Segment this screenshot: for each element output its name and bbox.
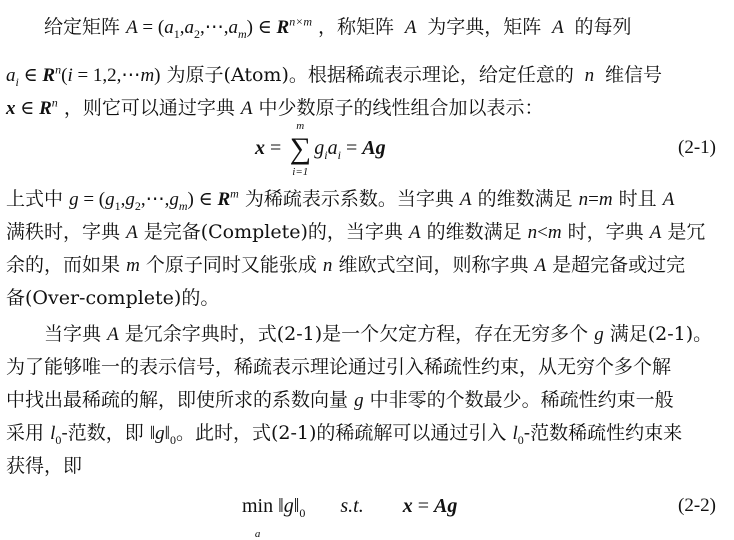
text: 备(Over-complete)的。 (6, 287, 220, 309)
text: 满秩时，字典 (6, 221, 121, 243)
para3-line4: 采用 $l_0-$范数，即 $‖g‖_0$。此时，式(2-1)的稀疏解可以通过引入 $l_0-$范数稀疏性约束来 (6, 422, 683, 447)
math-g: g (354, 390, 364, 411)
text: 的每列 (574, 16, 632, 38)
math-A: A (408, 222, 421, 243)
text: 维欧式空间，则称字典 (338, 254, 529, 276)
math-A: A (547, 17, 569, 38)
math-A: A (126, 222, 138, 243)
math-atom-def: a (6, 65, 16, 86)
text: 中少数原子的线性组合加以表示： (258, 97, 544, 119)
equation-2-1 (0, 120, 734, 179)
para2-line1: 上式中 $g = (g_1,g_2,\cdots,g_m)$ ∈ $R^m$ 为稀疏表示系数。当字典 A 的维数满足 n=m 时且 A (6, 186, 675, 213)
text: 余的，而如果 (6, 254, 121, 276)
para2-line4 (0, 285, 734, 311)
math-A: A (240, 98, 253, 119)
para3-line3 (0, 387, 734, 414)
text: 获得，即 (6, 455, 83, 477)
equation-2-2 (0, 486, 734, 540)
text: 是完备(Complete)的，当字典 (143, 221, 403, 243)
text: 中非零的个数最少。稀疏性约束一般 (369, 389, 674, 411)
text: 时且 (618, 188, 657, 210)
text: 为字典，矩阵 (427, 16, 542, 38)
text: 给定矩阵 (44, 16, 121, 38)
text: 采用 (6, 422, 45, 444)
math-matrix-def: A (126, 17, 138, 38)
math-m: m (126, 255, 140, 276)
math-A: A (459, 189, 472, 210)
math-n: n (579, 65, 599, 86)
para3-line2 (0, 354, 734, 380)
text: ，则它可以通过字典 (63, 97, 235, 119)
math-n: n (322, 255, 333, 276)
text: 上式中 (6, 188, 64, 210)
math-A: A (662, 189, 675, 210)
equation-body: min a $‖g‖_0$ s.t. x = Ag (242, 495, 458, 540)
math-A: A (400, 17, 422, 38)
text: 当字典 (44, 323, 102, 345)
math-signal-def: x (6, 98, 16, 119)
text: 为了能够唯一的表示信号，稀疏表示理论通过引入稀疏性约束，从无穷个多个解 (6, 356, 672, 378)
such-that: s.t. (340, 495, 364, 517)
math-l0: l (50, 423, 56, 444)
text: -范数，即 (61, 422, 144, 444)
text: 为稀疏表示系数。当字典 (244, 188, 454, 210)
text: 是超完备或过完 (552, 254, 686, 276)
math-A: A (107, 324, 119, 345)
equation-body: x = m ∑ i=1 $g_ia_i = Ag$ (255, 120, 386, 179)
text: 时，字典 (567, 221, 644, 243)
text: 维信号 (604, 64, 662, 86)
text: 。此时，式(2-1)的稀疏解可以通过引入 (176, 422, 507, 444)
para2-line3 (0, 252, 734, 279)
text: 是冗 (667, 221, 706, 243)
math-A: A (534, 255, 547, 276)
para3-line5 (0, 453, 734, 479)
text: 的维数满足 (477, 188, 573, 210)
math-n-lt-m: n (527, 222, 538, 243)
text: 个原子同时又能张成 (145, 254, 317, 276)
text: 为原子(Atom)。根据稀疏表示理论，给定任意的 (166, 64, 574, 86)
equation-number: (2-2) (678, 495, 716, 516)
math-l0: l (512, 423, 518, 444)
text: ，称矩阵 (318, 16, 395, 38)
math-coef-def: g (69, 189, 79, 210)
para1-line2: $a_i$ ∈ $R^n(i$ = 1,2,⋯m) 为原子(Atom)。根据稀疏表示理论，给定任意的 n 维信号 (6, 62, 662, 89)
equation-number: (2-1) (678, 137, 716, 158)
math-n-eq-m: n (578, 189, 589, 210)
text: 中找出最稀疏的解，即使所求的系数向量 (6, 389, 349, 411)
para1-line3: x ∈ $R^n$ ，则它可以通过字典 A 中少数原子的线性组合加以表示： (6, 95, 544, 119)
text: 是冗余字典时，式(2-1)是一个欠定方程，存在无穷多个 (124, 323, 589, 345)
para1-line1: 给定矩阵 $A = (a_1,a_2,\cdots,a_m)$ ∈ $R^{n\times m}$ ，称矩阵 A 为字典，矩阵 A 的每列 (44, 14, 632, 41)
text: -范数稀疏性约束来 (523, 422, 683, 444)
math-A: A (649, 222, 662, 243)
math-g: g (594, 324, 604, 345)
math-l0-norm: ‖ (149, 423, 156, 444)
para3-line1 (0, 321, 734, 348)
text: 满足(2-1)。 (609, 323, 713, 345)
text: 的维数满足 (426, 221, 522, 243)
para2-line2: 满秩时，字典 A 是完备(Complete)的，当字典 A 的维数满足 n<m 时，字典 A 是冗 (6, 221, 706, 243)
